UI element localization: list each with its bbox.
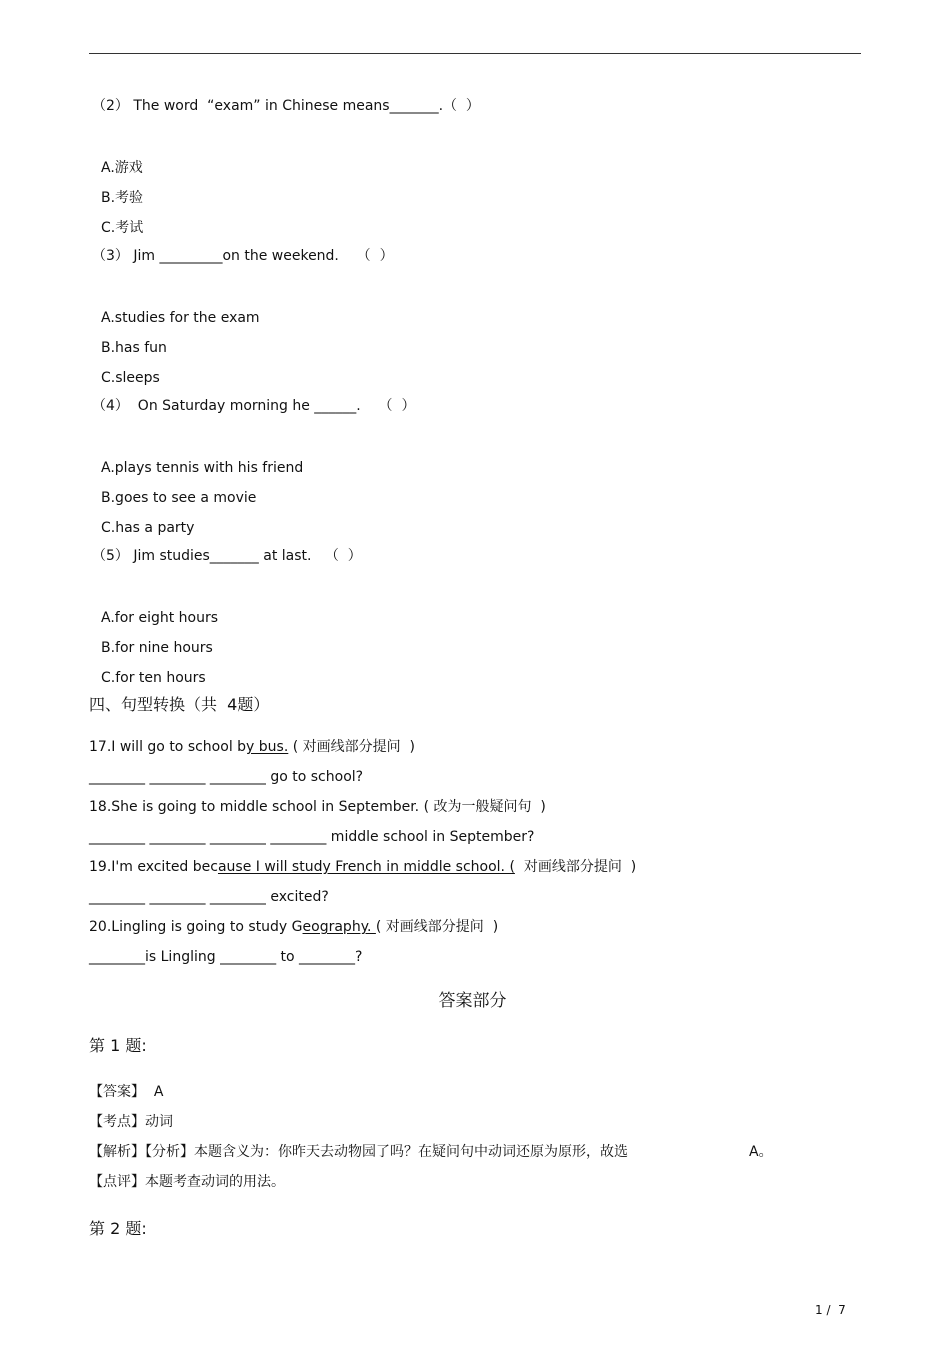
answer-1-point: 【考点】动词 (89, 1114, 173, 1130)
question-5-option-b: B.for nine hours (101, 640, 213, 656)
question-2-option-b: B.考验 (101, 190, 144, 206)
item-20-answer-line: ________is Lingling ________ to ________? (89, 949, 363, 965)
question-5-option-a: A.for eight hours (101, 610, 219, 626)
question-3-option-b: B.has fun (101, 340, 167, 356)
question-2-stem: （2） The word “exam” in Chinese means_______.（ ） (92, 98, 480, 114)
item-17-prompt: 17.I will go to school by bus. ( 对画线部分提问 ) (89, 739, 416, 755)
question-5-option-c: C.for ten hours (101, 670, 206, 686)
item-20-prompt: 20.Lingling is going to study Geography. ( 对画线部分提问 ) (89, 919, 499, 935)
question-4-option-b: B.goes to see a movie (101, 490, 257, 506)
question-3-option-a: A.studies for the exam (101, 310, 260, 326)
answer-1-heading: 第 1 题: (89, 1036, 147, 1055)
page-number: 1 / 7 (815, 1303, 846, 1317)
item-19-prompt: 19.I'm excited because I will study French in middle school. ( 对画线部分提问 ) (89, 859, 637, 875)
answer-1-analysis: 【解析】【分析】本题含义为：你昨天去动物园了吗？在疑问句中动词还原为原形，故选 (89, 1144, 628, 1160)
question-3-stem: （3） Jim _________on the weekend. （ ） (92, 248, 394, 264)
question-4-stem: （4） On Saturday morning he ______. （ ） (92, 398, 416, 414)
item-18-answer-line: ________ ________ ________ ________ middle school in September? (89, 829, 535, 845)
top-rule (89, 53, 861, 54)
answer-1-comment: 【点评】本题考查动词的用法。 (89, 1174, 285, 1190)
answers-title: 答案部分 (438, 991, 507, 1011)
answer-2-heading: 第 2 题: (89, 1219, 147, 1238)
question-2-option-a: A.游戏 (101, 160, 143, 176)
answer-1-answer: 【答案】 A (89, 1084, 164, 1100)
item-17-answer-line: ________ ________ ________ go to school? (89, 769, 364, 785)
answer-1-analysis-tail: A。 (749, 1144, 773, 1160)
item-19-answer-line: ________ ________ ________ excited? (89, 889, 329, 905)
question-5-stem: （5） Jim studies_______ at last. （ ） (92, 548, 362, 564)
section-4-heading: 四、句型转换（共 4题） (89, 695, 270, 714)
question-2-option-c: C.考试 (101, 220, 144, 236)
question-4-option-a: A.plays tennis with his friend (101, 460, 304, 476)
question-4-option-c: C.has a party (101, 520, 195, 536)
question-3-option-c: C.sleeps (101, 370, 160, 386)
item-18-prompt: 18.She is going to middle school in September. ( 改为一般疑问句 ) (89, 799, 546, 815)
